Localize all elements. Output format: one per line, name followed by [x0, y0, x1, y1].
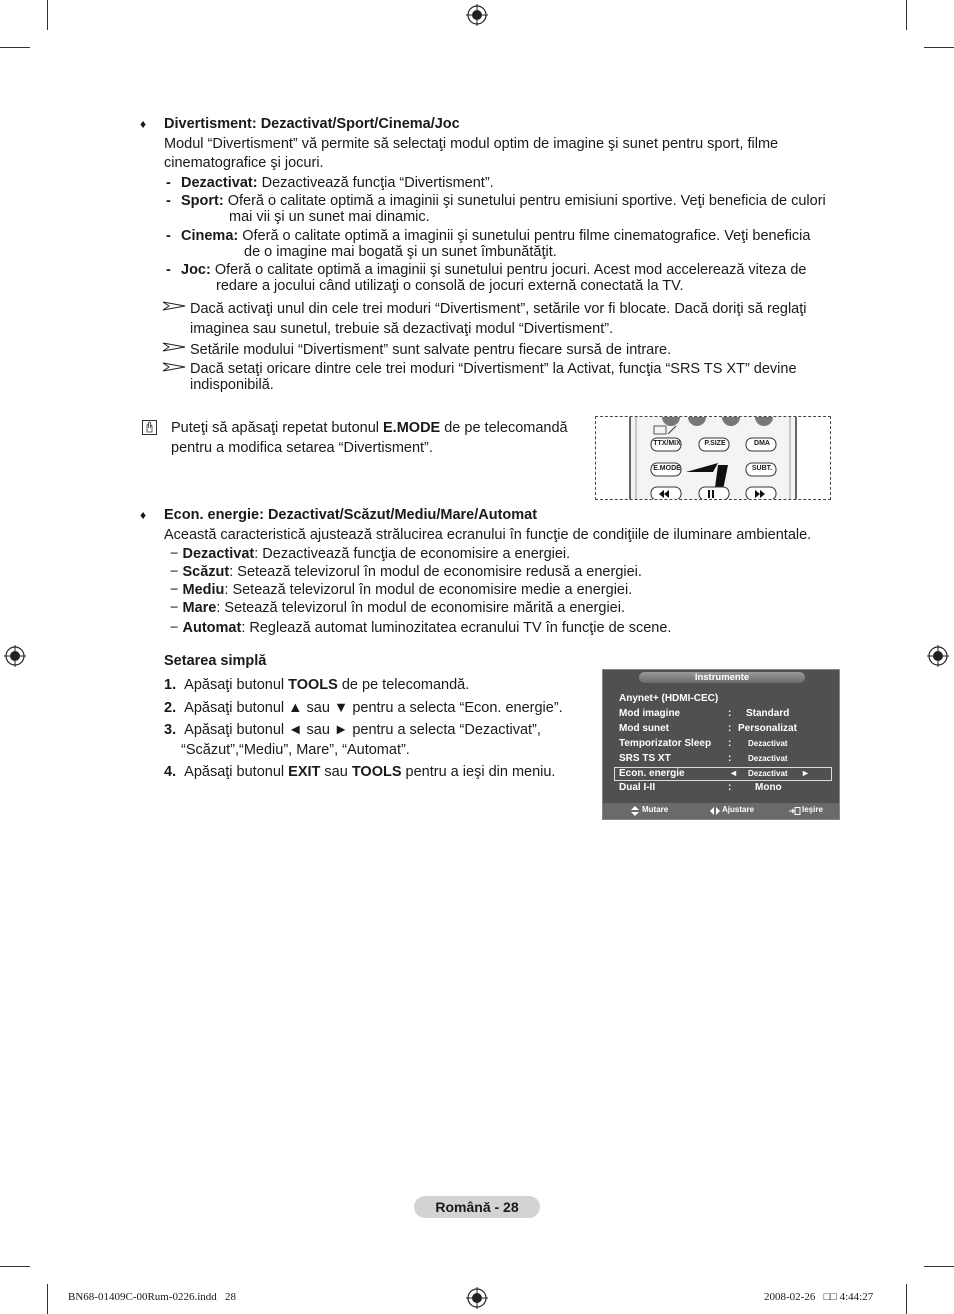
- crop-mark: [924, 1266, 954, 1267]
- registration-mark-icon: [927, 645, 949, 667]
- note-text: imaginea sau sunetul, trebuie să dezactivaţi modul “Divertisment”.: [190, 321, 614, 337]
- item-text: Oferă o calitate optimă a imaginii şi sunetului pentru emisiuni sportive. Veţi beneficia de culori: [227, 193, 826, 209]
- item-text-continued: redare a jocului când utilizaţi o consolă de jocuri externă conectată la TV.: [216, 278, 684, 294]
- crop-mark: [924, 47, 954, 48]
- osd-row: [619, 753, 671, 764]
- left-right-arrow-icon: [710, 807, 720, 815]
- tip-text-bold: E.MODE: [383, 420, 441, 436]
- item-text: Dezactivează funcţia “Divertisment”.: [261, 175, 494, 191]
- item-text-continued: mai vii şi un sunet mai dinamic.: [229, 209, 430, 225]
- step-text-bold: EXIT: [288, 764, 321, 780]
- item-label: Mare: [182, 600, 217, 616]
- note-text: Dacă activaţi unul din cele trei moduri “Divertisment”, setările vor fi blocate. Dacă doriţi să reglaţi: [190, 301, 807, 317]
- subsection-heading: Setarea simplă: [164, 653, 267, 669]
- list-dash: -: [166, 193, 171, 209]
- item-text: : Setează televizorul în modul de economisire redusă a energiei.: [229, 564, 642, 580]
- osd-footer-exit: Ieşire: [802, 805, 823, 814]
- osd-row-value: Dezactivat: [748, 769, 788, 778]
- step-text: sau: [320, 764, 352, 780]
- item-text-continued: de o imagine mai bogată şi un sunet îmbunătăţit.: [244, 244, 557, 260]
- item-label: Scăzut: [182, 564, 230, 580]
- item-label: Dezactivat:: [181, 175, 258, 191]
- osd-row-label: Temporizator Sleep: [619, 738, 712, 749]
- item-text: : Reglează automat luminozitatea ecranului TV în funcţie de scene.: [241, 620, 672, 636]
- exit-icon: [789, 807, 801, 815]
- remote-button-label: E.MODE: [653, 465, 681, 472]
- crop-mark: [906, 1284, 907, 1314]
- osd-row-sep: :: [728, 782, 732, 793]
- note-arrow-icon: [162, 301, 186, 311]
- list-dash: -: [166, 262, 171, 278]
- page-number-badge: [414, 1196, 540, 1218]
- list-item: [170, 619, 671, 637]
- step-text-bold: TOOLS: [288, 677, 338, 693]
- osd-row-value: Dezactivat: [748, 739, 788, 748]
- osd-row-value: Mono: [755, 782, 782, 793]
- step-text: Apăsaţi butonul: [184, 764, 289, 780]
- paragraph-line: cinematografice şi jocuri.: [164, 155, 324, 171]
- remote-button-label: SUBT.: [751, 465, 773, 472]
- item-label: Joc:: [181, 262, 211, 278]
- osd-row-sep: :: [728, 738, 732, 749]
- remote-button-label: DMA: [754, 440, 770, 447]
- registration-mark-icon: [4, 645, 26, 667]
- item-label: Mediu: [182, 582, 225, 598]
- osd-row-value: Dezactivat: [748, 754, 788, 763]
- list-dash: −: [170, 582, 179, 598]
- note-text: indisponibilă.: [190, 377, 274, 393]
- item-text: Oferă o calitate optimă a imaginii şi sunetului pentru jocuri. Acest mod accelerează viteza de: [214, 262, 807, 278]
- osd-row-value: Personalizat: [738, 723, 797, 734]
- paragraph-line: Modul “Divertisment” vă permite să selectaţi modul optim de imagine şi sunet pentru sport, filme: [164, 136, 779, 152]
- osd-row: [619, 693, 718, 704]
- item-text: : Setează televizorul în modul de economisire medie a energiei.: [224, 582, 633, 598]
- step-number: 1.: [164, 677, 177, 693]
- osd-row-sep: :: [728, 723, 732, 734]
- list-dash: -: [166, 175, 171, 191]
- osd-row-label: Dual I-II: [619, 782, 656, 793]
- step: [164, 676, 469, 694]
- registration-mark-icon: [466, 1287, 488, 1309]
- step-number: 2.: [164, 700, 177, 716]
- remote-hand-icon: [142, 420, 157, 435]
- list-item: [170, 581, 632, 599]
- osd-row-value: Standard: [746, 708, 790, 719]
- crop-mark: [0, 1266, 30, 1267]
- up-down-arrow-icon: [631, 806, 639, 816]
- osd-title: Instrumente: [694, 672, 750, 683]
- osd-right-arrow: ►: [801, 768, 810, 778]
- step-text-bold: TOOLS: [351, 764, 402, 780]
- osd-row-label: Mod imagine: [619, 708, 681, 719]
- osd-row: [619, 708, 680, 719]
- crop-mark: [47, 0, 48, 30]
- list-item: [170, 563, 642, 581]
- step-text: de pe telecomandă.: [337, 677, 470, 693]
- item-label: Automat: [182, 620, 242, 636]
- print-file-info: BN68-01409C-00Rum-0226.indd 28: [68, 1291, 237, 1303]
- remote-control-icon: [596, 417, 830, 499]
- step: [164, 699, 563, 717]
- remote-button-label: P.SIZE: [704, 440, 726, 447]
- note-text: Setările modului “Divertisment” sunt salvate pentru fiecare sursă de intrare.: [190, 342, 672, 358]
- crop-mark: [0, 47, 30, 48]
- remote-button-label: TTX/MIX: [653, 440, 681, 447]
- step-number: 4.: [164, 764, 177, 780]
- tools-menu-screenshot: [602, 669, 840, 820]
- bullet-diamond: ♦: [140, 117, 147, 131]
- note-arrow-icon: [162, 362, 186, 372]
- bullet-diamond: ♦: [140, 508, 147, 522]
- osd-row-label: Anynet+ (HDMI-CEC): [619, 693, 719, 704]
- osd-row-label: Mod sunet: [619, 723, 669, 734]
- step: [164, 721, 541, 739]
- osd-row: [619, 768, 685, 779]
- osd-row-label: SRS TS XT: [619, 753, 671, 764]
- osd-left-arrow: ◄: [729, 768, 738, 778]
- item-label: Dezactivat: [182, 546, 255, 562]
- step-text-continued: “Scăzut”,“Mediu”, Mare”, “Automat”.: [181, 742, 410, 758]
- registration-mark-icon: [466, 4, 488, 26]
- paragraph-line: Această caracteristică ajustează strălucirea ecranului în funcţie de condiţiile de iluminare ambientale.: [164, 527, 812, 543]
- list-item: [170, 599, 625, 617]
- crop-mark: [47, 1284, 48, 1314]
- osd-row-sep: :: [728, 708, 732, 719]
- item-label: Sport:: [181, 193, 224, 209]
- print-date-info: 2008-02-26 □□ 4:44:27: [764, 1291, 874, 1303]
- list-dash: -: [166, 228, 171, 244]
- tip-text-part: de pe telecomandă: [440, 420, 568, 436]
- osd-row-sep: :: [728, 753, 732, 764]
- page-number-label: Română - 28: [435, 1199, 519, 1215]
- section-heading: Econ. energie: Dezactivat/Scăzut/Mediu/Mare/Automat: [164, 507, 538, 523]
- osd-footer-adjust: Ajustare: [722, 805, 755, 814]
- step-number: 3.: [164, 722, 177, 738]
- section-heading: Divertisment: Dezactivat/Sport/Cinema/Joc: [164, 116, 460, 132]
- crop-mark: [906, 0, 907, 30]
- osd-footer-move: Mutare: [642, 805, 669, 814]
- item-text: : Dezactivează funcţia de economisire a energiei.: [254, 546, 571, 562]
- list-item: [181, 174, 494, 192]
- item-text: Oferă o calitate optimă a imaginii şi sunetului pentru filme cinematografice. Veţi beneficia: [242, 228, 811, 244]
- step-text: Apăsaţi butonul ▲ sau ▼ pentru a selecta “Econ. energie”.: [184, 700, 563, 716]
- step: [164, 763, 555, 781]
- item-label: Cinema:: [181, 228, 239, 244]
- osd-row-label: Econ. energie: [619, 768, 685, 779]
- osd-row: [619, 723, 669, 734]
- tip-text: [171, 419, 568, 437]
- tip-text: pentru a modifica setarea “Divertisment”.: [171, 440, 433, 456]
- list-dash: −: [170, 546, 179, 562]
- list-dash: −: [170, 600, 179, 616]
- list-dash: −: [170, 564, 179, 580]
- step-text: pentru a ieşi din meniu.: [401, 764, 556, 780]
- osd-row: [619, 738, 711, 749]
- list-item: [170, 545, 570, 563]
- note-text: Dacă setaţi oricare dintre cele trei moduri “Divertisment” la Activat, funcţia “SRS TS XT” devine: [190, 361, 797, 377]
- remote-illustration: [595, 416, 831, 500]
- step-text: Apăsaţi butonul ◄ sau ► pentru a selecta “Dezactivat”,: [184, 722, 541, 738]
- osd-row: [619, 782, 655, 793]
- list-dash: −: [170, 620, 179, 636]
- step-text: Apăsaţi butonul: [184, 677, 289, 693]
- tip-text-part: Puteţi să apăsaţi repetat butonul: [171, 420, 384, 436]
- item-text: : Setează televizorul în modul de economisire mărită a energiei.: [216, 600, 625, 616]
- note-arrow-icon: [162, 342, 186, 352]
